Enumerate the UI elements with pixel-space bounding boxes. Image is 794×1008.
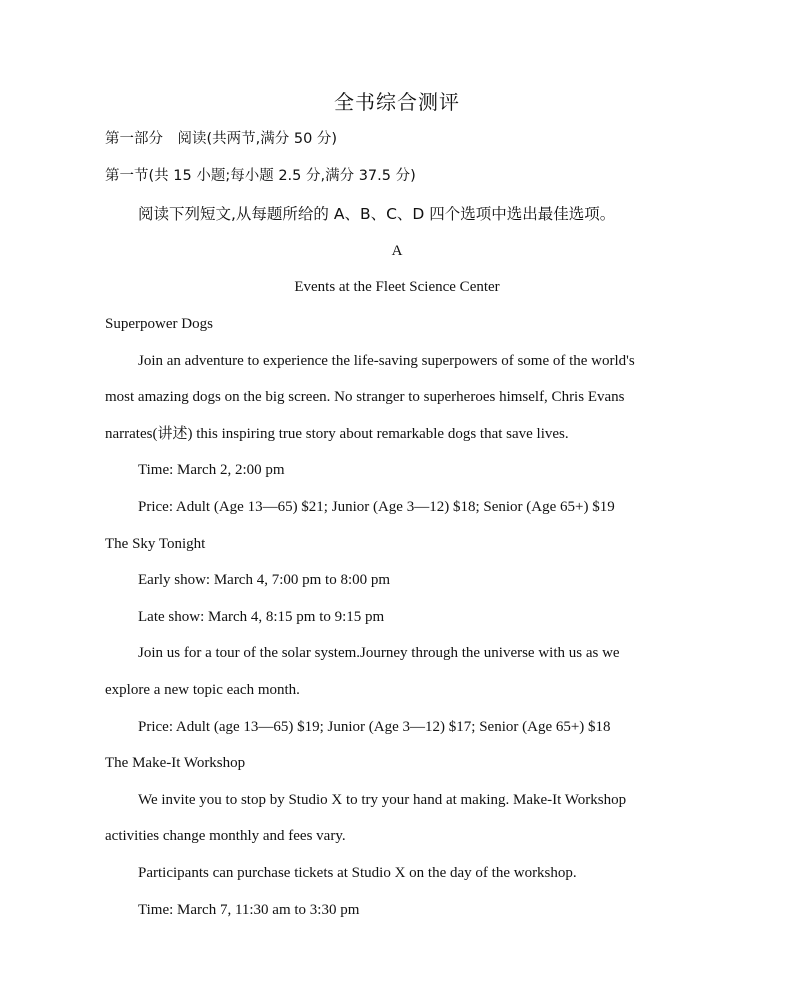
- event-time-workshop: Time: March 7, 11:30 am to 3:30 pm: [138, 902, 360, 918]
- event-name-workshop: The Make-It Workshop: [105, 755, 246, 771]
- event-desc-sky-2: explore a new topic each month.: [105, 682, 300, 698]
- event-time-dogs: Time: March 2, 2:00 pm: [138, 462, 285, 478]
- event-early-show-sky: Early show: March 4, 7:00 pm to 8:00 pm: [138, 572, 391, 588]
- event-price-dogs: Price: Adult (Age 13—65) $21; Junior (Age 3—12) $18; Senior (Age 65+) $19: [138, 499, 615, 515]
- event-name-sky: The Sky Tonight: [105, 536, 206, 552]
- passage-letter: A: [391, 243, 403, 259]
- event-desc-dogs-2: most amazing dogs on the big screen. No stranger to superheroes himself, Chris Evans: [105, 389, 625, 405]
- event-desc-dogs-1: Join an adventure to experience the life-saving superpowers of some of the world's: [138, 353, 635, 369]
- section-heading: 第一节(共 15 小题;每小题 2.5 分,满分 37.5 分): [105, 168, 416, 184]
- passage-title: Events at the Fleet Science Center: [294, 279, 500, 295]
- event-late-show-sky: Late show: March 4, 8:15 pm to 9:15 pm: [138, 609, 385, 625]
- page-title: 全书综合测评: [334, 90, 460, 114]
- event-tickets-workshop: Participants can purchase tickets at Studio X on the day of the workshop.: [138, 865, 577, 881]
- event-price-sky: Price: Adult (age 13—65) $19; Junior (Age 3—12) $17; Senior (Age 65+) $18: [138, 719, 611, 735]
- event-name-dogs: Superpower Dogs: [105, 316, 213, 332]
- instruction-text: 阅读下列短文,从每题所给的 A、B、C、D 四个选项中选出最佳选项。: [138, 205, 616, 223]
- event-desc-workshop-2: activities change monthly and fees vary.: [105, 828, 346, 844]
- event-desc-dogs-3: narrates(讲述) this inspiring true story about remarkable dogs that save lives.: [105, 426, 569, 442]
- part-heading: 第一部分 阅读(共两节,满分 50 分): [105, 131, 338, 147]
- event-desc-workshop-1: We invite you to stop by Studio X to try your hand at making. Make-It Workshop: [138, 792, 627, 808]
- event-desc-sky-1: Join us for a tour of the solar system.Journey through the universe with us as we: [138, 645, 620, 661]
